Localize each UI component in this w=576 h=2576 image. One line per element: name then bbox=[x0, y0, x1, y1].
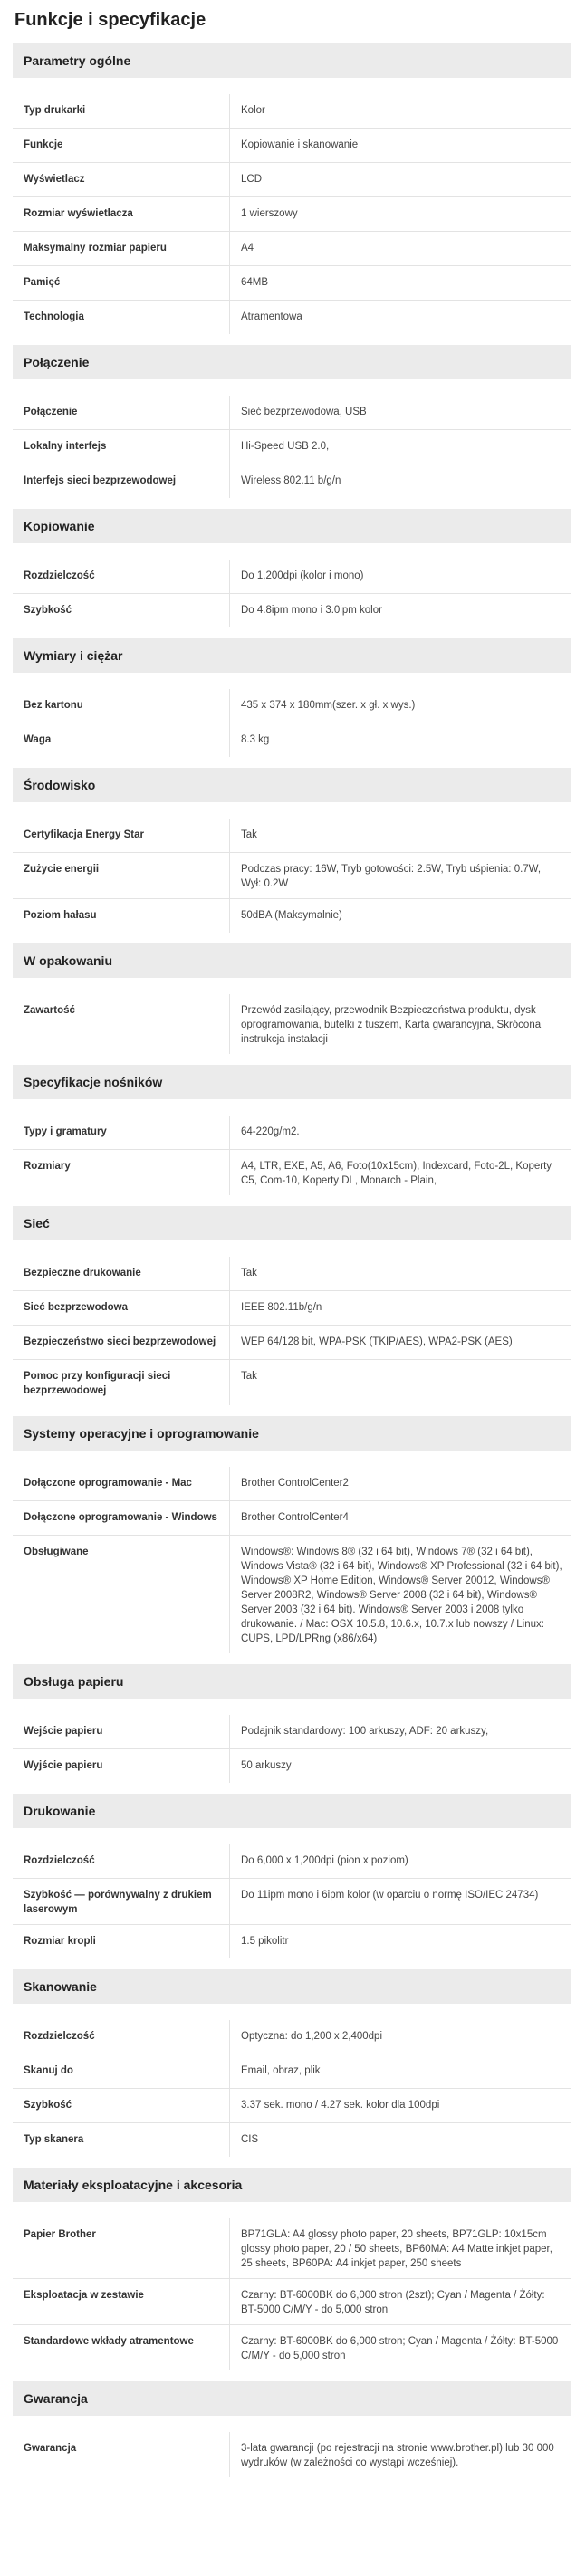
page-title: Funkcje i specyfikacje bbox=[14, 10, 206, 30]
spec-page bbox=[13, 5, 571, 2477]
spec-value: 50dBA (Maksymalnie) bbox=[241, 910, 342, 921]
table-row bbox=[13, 594, 571, 627]
spec-value: Do 1,200dpi (kolor i mono) bbox=[241, 570, 364, 581]
spec-label: Wyświetlacz bbox=[13, 163, 230, 196]
spec-table bbox=[13, 396, 571, 498]
spec-label: Wejście papieru bbox=[13, 1715, 230, 1748]
table-row bbox=[13, 430, 571, 464]
spec-table bbox=[13, 1715, 571, 1783]
spec-value: 3.37 sek. mono / 4.27 sek. kolor dla 100dpi bbox=[241, 2100, 440, 2111]
spec-value: Tak bbox=[241, 1268, 257, 1278]
spec-label: Typy i gramatury bbox=[13, 1116, 230, 1149]
spec-value: Tak bbox=[241, 829, 257, 840]
section-header: Wymiary i ciężar bbox=[13, 638, 571, 673]
spec-label: Rozmiary bbox=[13, 1150, 230, 1195]
table-row bbox=[13, 2123, 571, 2157]
spec-label: Rozdzielczość bbox=[13, 560, 230, 593]
spec-value: Tak bbox=[241, 1371, 257, 1382]
spec-value: Kopiowanie i skanowanie bbox=[241, 139, 359, 150]
spec-label: Standardowe wkłady atramentowe bbox=[13, 2325, 230, 2370]
spec-label: Sieć bezprzewodowa bbox=[13, 1291, 230, 1325]
spec-value: Do 11ipm mono i 6ipm kolor (w oparciu o normę ISO/IEC 24734) bbox=[241, 1890, 539, 1901]
spec-value: Sieć bezprzewodowa, USB bbox=[241, 407, 367, 417]
spec-value: 1 wierszowy bbox=[241, 208, 298, 219]
spec-value: IEEE 802.11b/g/n bbox=[241, 1302, 322, 1313]
section-header: Drukowanie bbox=[13, 1794, 571, 1828]
table-row bbox=[13, 2218, 571, 2279]
table-row bbox=[13, 1879, 571, 1925]
table-row bbox=[13, 2020, 571, 2054]
spec-section bbox=[13, 1969, 571, 2157]
spec-label: Bezpieczne drukowanie bbox=[13, 1257, 230, 1290]
spec-value: WEP 64/128 bit, WPA-PSK (TKIP/AES), WPA2-PSK (AES) bbox=[241, 1336, 513, 1347]
spec-table bbox=[13, 2218, 571, 2370]
spec-value: Do 4.8ipm mono i 3.0ipm kolor bbox=[241, 605, 382, 616]
table-row bbox=[13, 560, 571, 594]
section-header: Środowisko bbox=[13, 768, 571, 802]
spec-label: Certyfikacja Energy Star bbox=[13, 819, 230, 852]
spec-label: Maksymalny rozmiar papieru bbox=[13, 232, 230, 265]
spec-label: Typ skanera bbox=[13, 2123, 230, 2157]
spec-value: Do 6,000 x 1,200dpi (pion x poziom) bbox=[241, 1855, 408, 1866]
spec-label: Pomoc przy konfiguracji sieci bezprzewodowej bbox=[13, 1360, 230, 1405]
spec-label: Rozmiar wyświetlacza bbox=[13, 197, 230, 231]
spec-label: Dołączone oprogramowanie - Windows bbox=[13, 1501, 230, 1535]
spec-value: Czarny: BT-6000BK do 6,000 stron (2szt); Cyan / Magenta / Żółty: BT-5000 C/M/Y - do 5,000 stron bbox=[241, 2290, 545, 2315]
table-row bbox=[13, 2432, 571, 2477]
spec-table bbox=[13, 689, 571, 757]
spec-section bbox=[13, 943, 571, 1054]
table-row bbox=[13, 2325, 571, 2370]
table-row bbox=[13, 2089, 571, 2123]
spec-table bbox=[13, 560, 571, 627]
spec-value: Email, obraz, plik bbox=[241, 2065, 321, 2076]
table-row bbox=[13, 723, 571, 757]
spec-section bbox=[13, 2381, 571, 2477]
spec-label: Interfejs sieci bezprzewodowej bbox=[13, 464, 230, 498]
table-row bbox=[13, 1844, 571, 1879]
table-row bbox=[13, 1150, 571, 1195]
spec-label: Technologia bbox=[13, 301, 230, 334]
spec-sections bbox=[13, 43, 571, 2477]
spec-label: Bezpieczeństwo sieci bezprzewodowej bbox=[13, 1326, 230, 1359]
table-row bbox=[13, 819, 571, 853]
spec-label: Połączenie bbox=[13, 396, 230, 429]
spec-value: Kolor bbox=[241, 105, 265, 116]
table-row bbox=[13, 853, 571, 899]
spec-value: 64-220g/m2. bbox=[241, 1126, 300, 1137]
spec-value: Podczas pracy: 16W, Tryb gotowości: 2.5W, Tryb uśpienia: 0.7W, Wył: 0.2W bbox=[241, 864, 542, 889]
spec-value: 8.3 kg bbox=[241, 734, 270, 745]
table-row bbox=[13, 994, 571, 1054]
spec-label: Eksploatacja w zestawie bbox=[13, 2279, 230, 2324]
spec-table bbox=[13, 1257, 571, 1405]
spec-label: Lokalny interfejs bbox=[13, 430, 230, 464]
spec-value: A4 bbox=[241, 243, 254, 254]
table-row bbox=[13, 232, 571, 266]
spec-table bbox=[13, 1467, 571, 1653]
spec-value: 1.5 pikolitr bbox=[241, 1936, 289, 1947]
spec-value: Przewód zasilający, przewodnik Bezpieczeństwa produktu, dysk oprogramowania, butelki z tuszem, Karta gwarancyjna, Skrócona instrukcja instalacji bbox=[241, 1005, 542, 1045]
table-row bbox=[13, 689, 571, 723]
spec-label: Bez kartonu bbox=[13, 689, 230, 723]
spec-section bbox=[13, 1664, 571, 1783]
table-row bbox=[13, 1501, 571, 1536]
spec-section bbox=[13, 1794, 571, 1958]
section-header: Materiały eksploatacyjne i akcesoria bbox=[13, 2168, 571, 2202]
spec-label: Pamięć bbox=[13, 266, 230, 300]
spec-label: Szybkość — porównywalny z drukiem laserowym bbox=[13, 1879, 230, 1924]
spec-value: 50 arkuszy bbox=[241, 1760, 292, 1771]
table-row bbox=[13, 1536, 571, 1653]
spec-table bbox=[13, 94, 571, 334]
spec-section bbox=[13, 768, 571, 933]
table-row bbox=[13, 129, 571, 163]
spec-label: Gwarancja bbox=[13, 2432, 230, 2477]
spec-value: 3-lata gwarancji (po rejestracji na stronie www.brother.pl) lub 30 000 wydruków (w zależności co wystąpi wcześniej). bbox=[241, 2443, 554, 2468]
spec-value: Hi-Speed USB 2.0, bbox=[241, 441, 330, 452]
spec-label: Dołączone oprogramowanie - Mac bbox=[13, 1467, 230, 1500]
spec-label: Szybkość bbox=[13, 2089, 230, 2122]
table-row bbox=[13, 1360, 571, 1405]
spec-table bbox=[13, 2020, 571, 2157]
table-row bbox=[13, 1291, 571, 1326]
spec-value: A4, LTR, EXE, A5, A6, Foto(10x15cm), Indexcard, Foto-2L, Koperty C5, Com-10, Koperty DL, Monarch - Plain, bbox=[241, 1161, 552, 1186]
table-row bbox=[13, 1257, 571, 1291]
spec-label: Wyjście papieru bbox=[13, 1749, 230, 1783]
table-row bbox=[13, 1467, 571, 1501]
table-row bbox=[13, 1116, 571, 1150]
table-row bbox=[13, 2054, 571, 2089]
spec-section bbox=[13, 2168, 571, 2370]
spec-value: Atramentowa bbox=[241, 311, 302, 322]
table-row bbox=[13, 2279, 571, 2325]
spec-section bbox=[13, 638, 571, 757]
spec-table bbox=[13, 1844, 571, 1958]
spec-value: 64MB bbox=[241, 277, 269, 288]
section-header: Obsługa papieru bbox=[13, 1664, 571, 1699]
section-header: Specyfikacje nośników bbox=[13, 1065, 571, 1099]
spec-label: Funkcje bbox=[13, 129, 230, 162]
table-row bbox=[13, 266, 571, 301]
section-header: Skanowanie bbox=[13, 1969, 571, 2004]
spec-table bbox=[13, 994, 571, 1054]
spec-section bbox=[13, 509, 571, 627]
spec-value: Brother ControlCenter4 bbox=[241, 1512, 349, 1523]
spec-label: Zawartość bbox=[13, 994, 230, 1054]
table-row bbox=[13, 1715, 571, 1749]
spec-label: Skanuj do bbox=[13, 2054, 230, 2088]
section-header: Kopiowanie bbox=[13, 509, 571, 543]
section-header: W opakowaniu bbox=[13, 943, 571, 978]
spec-section bbox=[13, 1416, 571, 1653]
spec-value: Brother ControlCenter2 bbox=[241, 1478, 349, 1489]
section-header: Gwarancja bbox=[13, 2381, 571, 2416]
table-row bbox=[13, 1749, 571, 1783]
spec-label: Waga bbox=[13, 723, 230, 757]
table-row bbox=[13, 94, 571, 129]
spec-table bbox=[13, 1116, 571, 1195]
spec-section bbox=[13, 1206, 571, 1405]
spec-label: Rozmiar kropli bbox=[13, 1925, 230, 1958]
spec-label: Papier Brother bbox=[13, 2218, 230, 2278]
spec-value: Czarny: BT-6000BK do 6,000 stron; Cyan / Magenta / Żółty: BT-5000 C/M/Y - do 5,000 stron bbox=[241, 2336, 559, 2361]
section-header: Sieć bbox=[13, 1206, 571, 1240]
spec-value: 435 x 374 x 180mm(szer. x gł. x wys.) bbox=[241, 700, 416, 711]
table-row bbox=[13, 464, 571, 498]
spec-value: LCD bbox=[241, 174, 263, 185]
spec-value: Optyczna: do 1,200 x 2,400dpi bbox=[241, 2031, 382, 2042]
spec-label: Poziom hałasu bbox=[13, 899, 230, 933]
spec-section bbox=[13, 43, 571, 334]
spec-value: Wireless 802.11 b/g/n bbox=[241, 475, 341, 486]
table-row bbox=[13, 1925, 571, 1958]
section-header: Parametry ogólne bbox=[13, 43, 571, 78]
section-header: Systemy operacyjne i oprogramowanie bbox=[13, 1416, 571, 1451]
spec-label: Szybkość bbox=[13, 594, 230, 627]
spec-table bbox=[13, 2432, 571, 2477]
spec-section bbox=[13, 1065, 571, 1195]
spec-label: Typ drukarki bbox=[13, 94, 230, 128]
spec-section bbox=[13, 345, 571, 498]
table-row bbox=[13, 163, 571, 197]
table-row bbox=[13, 396, 571, 430]
spec-value: CIS bbox=[241, 2134, 259, 2145]
spec-label: Rozdzielczość bbox=[13, 2020, 230, 2054]
table-row bbox=[13, 1326, 571, 1360]
spec-value: Windows®: Windows 8® (32 i 64 bit), Windows 7® (32 i 64 bit), Windows Vista® (32 i 64 bit), Windows® XP Professional (32 i 64 bit), Windows® XP Home Edition, Windows® Server 20012, Windows® Server 2008R2, Windows® Server 2008 (32 i 64 bit), Windows® Server 2003 (32 i 64 bit). Windows® Server 2003 i 2008 tylko drukowanie. / Mac: OSX 10.5.8, 10.6.x, 10.7.x lub nowszy / Linux: CUPS, LPD/LPRng (x86/x64) bbox=[241, 1547, 562, 1644]
spec-label: Zużycie energii bbox=[13, 853, 230, 898]
spec-label: Rozdzielczość bbox=[13, 1844, 230, 1878]
spec-value: BP71GLA: A4 glossy photo paper, 20 sheets, BP71GLP: 10x15cm glossy photo paper, 20 / 50 sheets, BP60MA: A4 Matte inkjet paper, 25 sheets, BP60PA: A4 inkjet paper, 250 sheets bbox=[241, 2229, 552, 2269]
spec-table bbox=[13, 819, 571, 933]
section-header: Połączenie bbox=[13, 345, 571, 379]
table-row bbox=[13, 197, 571, 232]
spec-value: Podajnik standardowy: 100 arkuszy, ADF: 20 arkuszy, bbox=[241, 1726, 489, 1737]
spec-label: Obsługiwane bbox=[13, 1536, 230, 1653]
table-row bbox=[13, 301, 571, 334]
table-row bbox=[13, 899, 571, 933]
